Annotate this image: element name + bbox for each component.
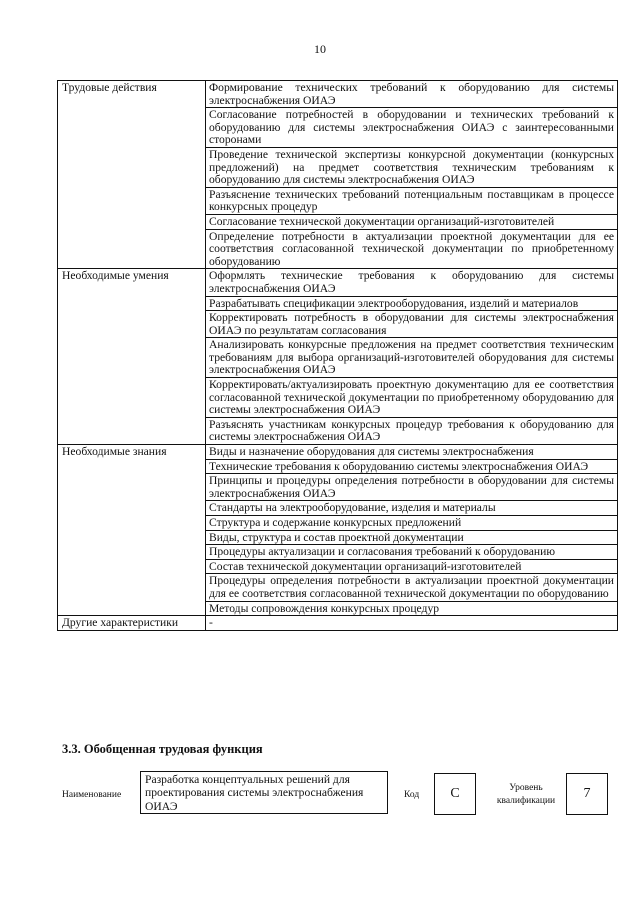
item-cell: Анализировать конкурсные предложения на предмет соответствия техническим требованиям для выбора организаций-изготовителей оборудования для системы электроснабжения ОИАЭ [206,338,618,378]
table-row [58,616,618,631]
item-cell: Разрабатывать спецификации электрооборудования, изделий и материалов [206,296,618,311]
name-value-box: Разработка концептуальных решений для проектирования системы электроснабжения ОИАЭ [140,771,388,814]
table-row [58,445,618,460]
item-cell: Технические требования к оборудованию системы электроснабжения ОИАЭ [206,459,618,474]
item-cell: Корректировать/актуализировать проектную документацию для ее соответствия согласованной технической документации по приобретенному оборудованию для системы электроснабжения ОИАЭ [206,378,618,418]
category-cell: Другие характеристики [58,616,206,631]
qualification-level-box: 7 [566,773,608,815]
item-cell: Структура и содержание конкурсных предложений [206,516,618,531]
labor-function-table [57,80,618,631]
item-cell: Виды, структура и состав проектной документации [206,530,618,545]
category-cell: Необходимые умения [58,269,206,445]
item-cell: Методы сопровождения конкурсных процедур [206,601,618,616]
item-cell: Оформлять технические требования к оборудованию для системы электроснабжения ОИАЭ [206,269,618,296]
table-body [58,81,618,631]
section-title: 3.3. Обобщенная трудовая функция [62,742,263,756]
item-cell: Процедуры актуализации и согласования требований к оборудованию [206,545,618,560]
item-cell: Формирование технических требований к оборудованию для системы электроснабжения ОИАЭ [206,81,618,108]
code-value-box: C [434,773,476,815]
category-cell: Трудовые действия [58,81,206,269]
name-label: Наименование [62,790,122,800]
item-cell: Разъяснение технических требований потенциальным поставщикам в процессе конкурсных процедур [206,187,618,214]
table-row [58,81,618,108]
item-cell: Разъяснять участникам конкурсных процедур требования к оборудованию для системы электроснабжения ОИАЭ [206,417,618,444]
item-cell: Состав технической документации организаций-изготовителей [206,559,618,574]
page-number: 10 [314,42,326,56]
category-cell: Необходимые знания [58,445,206,616]
item-cell: Согласование технической документации организаций-изготовителей [206,214,618,229]
item-cell: Корректировать потребность в оборудовании для системы электроснабжения ОИАЭ по результатам согласования [206,311,618,338]
item-cell: Определение потребности в актуализации проектной документации для ее соответствия согласованной технической документации по приобретенному оборудованию [206,229,618,269]
item-cell: - [206,616,618,631]
item-cell: Принципы и процедуры определения потребности в оборудовании для системы электроснабжения ОИАЭ [206,474,618,501]
item-cell: Процедуры определения потребности в актуализации проектной документации для ее соответствия согласованной технической документации по оборудованию [206,574,618,601]
table-row [58,269,618,296]
item-cell: Проведение технической экспертизы конкурсной документации (конкурсных предложений) на предмет соответствия техническим требованиям к оборудованию для системы электроснабжения ОИАЭ [206,147,618,187]
qualification-level-label: Уровень квалификации [496,783,556,806]
item-cell: Стандарты на электрооборудование, изделия и материалы [206,501,618,516]
code-label: Код [404,790,420,800]
item-cell: Виды и назначение оборудования для системы электроснабжения [206,445,618,460]
item-cell: Согласование потребностей в оборудовании и технических требований к оборудованию для системы электроснабжения ОИАЭ с заинтересованными сторонами [206,108,618,148]
